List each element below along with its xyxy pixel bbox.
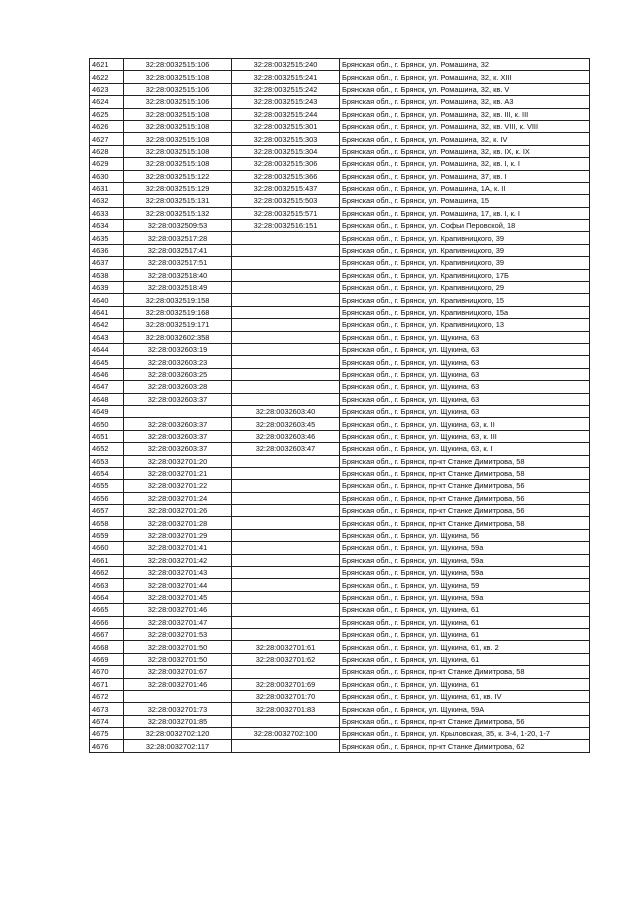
table-row [90,579,590,591]
address-cell: Брянская обл., г. Брянск, ул. Щукина, 61, кв. IV [340,690,590,702]
row-number-cell: 4655 [90,480,124,492]
address-cell: Брянская обл., г. Брянск, ул. Крыловская, 35, к. 3-4, 1-20, 1-7 [340,728,590,740]
row-number-cell: 4663 [90,579,124,591]
table-row [90,740,590,752]
address-cell: Брянская обл., г. Брянск, ул. Ромашина, 32, к. XIII [340,71,590,83]
cadastral-number-object-cell [232,244,340,256]
address-cell: Брянская обл., г. Брянск, ул. Ромашина, 32, кв. A3 [340,96,590,108]
cadastral-number-parcel-cell [124,405,232,417]
table-row [90,133,590,145]
cadastral-number-object-cell: 32:28:0032701:61 [232,641,340,653]
table-row [90,220,590,232]
address-cell: Брянская обл., г. Брянск, ул. Крапивницкого, 39 [340,257,590,269]
cadastral-number-object-cell [232,232,340,244]
cadastral-number-parcel-cell: 32:28:0032517:28 [124,232,232,244]
row-number-cell: 4661 [90,554,124,566]
cadastral-number-parcel-cell: 32:28:0032603:23 [124,356,232,368]
cadastral-number-parcel-cell: 32:28:0032701:41 [124,542,232,554]
table-row [90,690,590,702]
cadastral-number-object-cell [232,567,340,579]
cadastral-number-parcel-cell: 32:28:0032519:168 [124,306,232,318]
row-number-cell: 4632 [90,195,124,207]
table-row [90,257,590,269]
cadastral-number-parcel-cell: 32:28:0032515:108 [124,158,232,170]
cadastral-number-parcel-cell: 32:28:0032701:20 [124,455,232,467]
address-cell: Брянская обл., г. Брянск, ул. Щукина, 63 [340,331,590,343]
cadastral-number-object-cell: 32:28:0032701:69 [232,678,340,690]
cadastral-number-parcel-cell: 32:28:0032702:120 [124,728,232,740]
table-row [90,443,590,455]
address-cell: Брянская обл., г. Брянск, ул. Щукина, 63 [340,405,590,417]
table-row [90,567,590,579]
cadastral-number-object-cell [232,715,340,727]
table-row [90,554,590,566]
row-number-cell: 4639 [90,282,124,294]
row-number-cell: 4637 [90,257,124,269]
cadastral-number-parcel-cell: 32:28:0032515:108 [124,133,232,145]
row-number-cell: 4623 [90,83,124,95]
address-cell: Брянская обл., г. Брянск, ул. Щукина, 63 [340,368,590,380]
cadastral-number-parcel-cell: 32:28:0032701:85 [124,715,232,727]
address-cell: Брянская обл., г. Брянск, пр-кт Станке Димитрова, 56 [340,480,590,492]
cadastral-number-parcel-cell: 32:28:0032515:122 [124,170,232,182]
table-row [90,542,590,554]
address-cell: Брянская обл., г. Брянск, ул. Ромашина, 17, кв. I, к. I [340,207,590,219]
table-row [90,604,590,616]
row-number-cell: 4640 [90,294,124,306]
table-row [90,529,590,541]
address-cell: Брянская обл., г. Брянск, ул. Щукина, 61 [340,628,590,640]
cadastral-number-object-cell: 32:28:0032701:83 [232,703,340,715]
row-number-cell: 4651 [90,430,124,442]
table-row [90,728,590,740]
table-row [90,368,590,380]
table-row [90,356,590,368]
cadastral-number-parcel-cell: 32:28:0032515:108 [124,108,232,120]
cadastral-number-parcel-cell: 32:28:0032701:44 [124,579,232,591]
table-row [90,120,590,132]
row-number-cell: 4627 [90,133,124,145]
address-cell: Брянская обл., г. Брянск, ул. Щукина, 61 [340,678,590,690]
address-cell: Брянская обл., г. Брянск, пр-кт Станке Димитрова, 58 [340,666,590,678]
row-number-cell: 4643 [90,331,124,343]
row-number-cell: 4658 [90,517,124,529]
cadastral-number-object-cell: 32:28:0032515:303 [232,133,340,145]
cadastral-number-parcel-cell: 32:28:0032603:37 [124,418,232,430]
cadastral-number-parcel-cell: 32:28:0032515:108 [124,120,232,132]
row-number-cell: 4650 [90,418,124,430]
row-number-cell: 4665 [90,604,124,616]
cadastral-number-object-cell: 32:28:0032515:241 [232,71,340,83]
cadastral-number-object-cell: 32:28:0032515:242 [232,83,340,95]
address-cell: Брянская обл., г. Брянск, пр-кт Станке Димитрова, 58 [340,455,590,467]
table-row [90,232,590,244]
table-row [90,641,590,653]
cadastral-number-parcel-cell: 32:28:0032603:37 [124,443,232,455]
row-number-cell: 4649 [90,405,124,417]
cadastral-number-object-cell: 32:28:0032516:151 [232,220,340,232]
address-cell: Брянская обл., г. Брянск, ул. Ромашина, 32, к. IV [340,133,590,145]
cadastral-number-object-cell: 32:28:0032701:70 [232,690,340,702]
cadastral-number-object-cell: 32:28:0032603:45 [232,418,340,430]
cadastral-number-parcel-cell: 32:28:0032701:47 [124,616,232,628]
cadastral-number-object-cell: 32:28:0032515:503 [232,195,340,207]
table-row [90,653,590,665]
table-row [90,505,590,517]
cadastral-number-object-cell [232,282,340,294]
address-cell: Брянская обл., г. Брянск, пр-кт Станке Димитрова, 62 [340,740,590,752]
address-cell: Брянская обл., г. Брянск, ул. Щукина, 61 [340,616,590,628]
address-cell: Брянская обл., г. Брянск, ул. Ромашина, 32, кв. III, к. III [340,108,590,120]
cadastral-number-object-cell [232,480,340,492]
row-number-cell: 4628 [90,145,124,157]
row-number-cell: 4631 [90,182,124,194]
row-number-cell: 4667 [90,628,124,640]
row-number-cell: 4656 [90,492,124,504]
table-row [90,244,590,256]
address-cell: Брянская обл., г. Брянск, ул. Щукина, 63 [340,356,590,368]
address-cell: Брянская обл., г. Брянск, ул. Крапивницкого, 39 [340,232,590,244]
cadastral-number-parcel-cell: 32:28:0032701:43 [124,567,232,579]
cadastral-number-object-cell [232,542,340,554]
address-cell: Брянская обл., г. Брянск, ул. Ромашина, 32, кв. VIII, к. VIII [340,120,590,132]
address-cell: Брянская обл., г. Брянск, ул. Щукина, 63, к. I [340,443,590,455]
address-cell: Брянская обл., г. Брянск, ул. Щукина, 63 [340,343,590,355]
row-number-cell: 4641 [90,306,124,318]
address-cell: Брянская обл., г. Брянск, ул. Щукина, 63 [340,381,590,393]
table-row [90,492,590,504]
cadastral-number-parcel-cell: 32:28:0032509:53 [124,220,232,232]
address-cell: Брянская обл., г. Брянск, ул. Софьи Перовской, 18 [340,220,590,232]
row-number-cell: 4648 [90,393,124,405]
table-row [90,715,590,727]
cadastral-number-object-cell [232,628,340,640]
cadastral-number-parcel-cell: 32:28:0032701:73 [124,703,232,715]
table-row [90,418,590,430]
row-number-cell: 4657 [90,505,124,517]
cadastral-number-object-cell: 32:28:0032701:62 [232,653,340,665]
table-row [90,628,590,640]
address-cell: Брянская обл., г. Брянск, ул. Щукина, 61 [340,653,590,665]
row-number-cell: 4624 [90,96,124,108]
cadastral-number-parcel-cell: 32:28:0032701:46 [124,678,232,690]
cadastral-number-object-cell [232,356,340,368]
address-cell: Брянская обл., г. Брянск, пр-кт Станке Димитрова, 58 [340,467,590,479]
cadastral-number-object-cell: 32:28:0032603:46 [232,430,340,442]
cadastral-number-parcel-cell: 32:28:0032701:28 [124,517,232,529]
row-number-cell: 4629 [90,158,124,170]
address-cell: Брянская обл., г. Брянск, пр-кт Станке Димитрова, 56 [340,715,590,727]
row-number-cell: 4630 [90,170,124,182]
table-row [90,343,590,355]
table-row [90,678,590,690]
row-number-cell: 4664 [90,591,124,603]
cadastral-number-object-cell [232,666,340,678]
cadastral-number-parcel-cell: 32:28:0032518:49 [124,282,232,294]
cadastral-number-object-cell: 32:28:0032515:304 [232,145,340,157]
address-cell: Брянская обл., г. Брянск, ул. Крапивницкого, 39 [340,244,590,256]
table-row [90,666,590,678]
table-row [90,319,590,331]
table-row [90,517,590,529]
cadastral-number-object-cell: 32:28:0032515:366 [232,170,340,182]
cadastral-number-object-cell [232,331,340,343]
cadastral-number-object-cell [232,591,340,603]
cadastral-number-object-cell [232,740,340,752]
cadastral-number-parcel-cell: 32:28:0032602:358 [124,331,232,343]
row-number-cell: 4660 [90,542,124,554]
cadastral-number-parcel-cell: 32:28:0032515:129 [124,182,232,194]
cadastral-number-object-cell [232,343,340,355]
address-cell: Брянская обл., г. Брянск, пр-кт Станке Димитрова, 58 [340,517,590,529]
row-number-cell: 4673 [90,703,124,715]
cadastral-number-parcel-cell: 32:28:0032701:26 [124,505,232,517]
address-cell: Брянская обл., г. Брянск, ул. Щукина, 59А [340,703,590,715]
cadastral-number-parcel-cell: 32:28:0032701:46 [124,604,232,616]
cadastral-number-parcel-cell: 32:28:0032701:45 [124,591,232,603]
cadastral-number-object-cell [232,319,340,331]
address-cell: Брянская обл., г. Брянск, ул. Щукина, 59а [340,567,590,579]
cadastral-number-object-cell [232,554,340,566]
table-row [90,145,590,157]
cadastral-number-parcel-cell: 32:28:0032701:50 [124,653,232,665]
table-row [90,207,590,219]
cadastral-number-object-cell: 32:28:0032702:100 [232,728,340,740]
address-cell: Брянская обл., г. Брянск, ул. Крапивницкого, 15а [340,306,590,318]
cadastral-number-parcel-cell: 32:28:0032701:42 [124,554,232,566]
address-cell: Брянская обл., г. Брянск, ул. Щукина, 56 [340,529,590,541]
cadastral-number-object-cell: 32:28:0032515:306 [232,158,340,170]
cadastral-number-object-cell [232,257,340,269]
row-number-cell: 4634 [90,220,124,232]
cadastral-number-object-cell [232,492,340,504]
row-number-cell: 4646 [90,368,124,380]
table-row [90,170,590,182]
table-row [90,108,590,120]
cadastral-number-parcel-cell: 32:28:0032701:50 [124,641,232,653]
cadastral-number-object-cell: 32:28:0032515:437 [232,182,340,194]
row-number-cell: 4668 [90,641,124,653]
row-number-cell: 4626 [90,120,124,132]
row-number-cell: 4671 [90,678,124,690]
table-row [90,83,590,95]
cadastral-number-object-cell: 32:28:0032603:40 [232,405,340,417]
table-row [90,96,590,108]
table-row [90,405,590,417]
row-number-cell: 4675 [90,728,124,740]
row-number-cell: 4636 [90,244,124,256]
cadastral-number-parcel-cell: 32:28:0032701:24 [124,492,232,504]
cadastral-number-object-cell [232,467,340,479]
row-number-cell: 4625 [90,108,124,120]
cadastral-number-parcel-cell: 32:28:0032517:41 [124,244,232,256]
table-row [90,393,590,405]
cadastral-number-parcel-cell: 32:28:0032701:53 [124,628,232,640]
cadastral-number-parcel-cell: 32:28:0032702:117 [124,740,232,752]
table-row [90,306,590,318]
address-cell: Брянская обл., г. Брянск, ул. Ромашина, 32 [340,59,590,71]
registry-table [89,58,590,753]
row-number-cell: 4676 [90,740,124,752]
cadastral-number-object-cell: 32:28:0032515:301 [232,120,340,132]
cadastral-number-parcel-cell: 32:28:0032515:106 [124,83,232,95]
table-row [90,381,590,393]
cadastral-number-object-cell [232,579,340,591]
cadastral-number-parcel-cell: 32:28:0032515:131 [124,195,232,207]
address-cell: Брянская обл., г. Брянск, ул. Щукина, 61 [340,604,590,616]
address-cell: Брянская обл., г. Брянск, ул. Щукина, 63, к. II [340,418,590,430]
address-cell: Брянская обл., г. Брянск, ул. Крапивницкого, 15 [340,294,590,306]
table-row [90,455,590,467]
row-number-cell: 4670 [90,666,124,678]
cadastral-number-object-cell: 32:28:0032515:243 [232,96,340,108]
cadastral-number-object-cell [232,381,340,393]
cadastral-number-object-cell [232,517,340,529]
cadastral-number-parcel-cell: 32:28:0032515:106 [124,59,232,71]
cadastral-number-parcel-cell: 32:28:0032603:25 [124,368,232,380]
cadastral-number-object-cell [232,368,340,380]
table-row [90,616,590,628]
row-number-cell: 4647 [90,381,124,393]
address-cell: Брянская обл., г. Брянск, ул. Щукина, 59а [340,591,590,603]
row-number-cell: 4633 [90,207,124,219]
address-cell: Брянская обл., г. Брянск, ул. Крапивницкого, 29 [340,282,590,294]
address-cell: Брянская обл., г. Брянск, ул. Щукина, 59а [340,554,590,566]
table-row [90,195,590,207]
address-cell: Брянская обл., г. Брянск, ул. Ромашина, 1А, к. II [340,182,590,194]
cadastral-number-parcel-cell: 32:28:0032603:37 [124,430,232,442]
cadastral-number-parcel-cell: 32:28:0032515:108 [124,145,232,157]
address-cell: Брянская обл., г. Брянск, ул. Ромашина, 15 [340,195,590,207]
row-number-cell: 4642 [90,319,124,331]
table-row [90,59,590,71]
address-cell: Брянская обл., г. Брянск, пр-кт Станке Димитрова, 56 [340,492,590,504]
table-row [90,269,590,281]
row-number-cell: 4653 [90,455,124,467]
cadastral-number-object-cell [232,455,340,467]
table-row [90,331,590,343]
cadastral-number-parcel-cell: 32:28:0032519:158 [124,294,232,306]
address-cell: Брянская обл., г. Брянск, ул. Щукина, 59а [340,542,590,554]
table-row [90,467,590,479]
cadastral-number-object-cell [232,294,340,306]
address-cell: Брянская обл., г. Брянск, пр-кт Станке Димитрова, 56 [340,505,590,517]
cadastral-number-object-cell: 32:28:0032515:240 [232,59,340,71]
cadastral-number-parcel-cell: 32:28:0032515:108 [124,71,232,83]
row-number-cell: 4674 [90,715,124,727]
cadastral-number-parcel-cell: 32:28:0032701:21 [124,467,232,479]
cadastral-number-object-cell: 32:28:0032603:47 [232,443,340,455]
table-row [90,158,590,170]
address-cell: Брянская обл., г. Брянск, ул. Ромашина, 32, кв. IX, к. IX [340,145,590,157]
row-number-cell: 4635 [90,232,124,244]
cadastral-number-parcel-cell: 32:28:0032517:51 [124,257,232,269]
table-row [90,282,590,294]
row-number-cell: 4644 [90,343,124,355]
row-number-cell: 4638 [90,269,124,281]
cadastral-number-parcel-cell: 32:28:0032603:19 [124,343,232,355]
table-row [90,294,590,306]
address-cell: Брянская обл., г. Брянск, ул. Крапивницкого, 13 [340,319,590,331]
cadastral-number-object-cell: 32:28:0032515:571 [232,207,340,219]
row-number-cell: 4669 [90,653,124,665]
table-row [90,591,590,603]
row-number-cell: 4662 [90,567,124,579]
address-cell: Брянская обл., г. Брянск, ул. Щукина, 63 [340,393,590,405]
address-cell: Брянская обл., г. Брянск, ул. Ромашина, 37, кв. I [340,170,590,182]
cadastral-number-parcel-cell: 32:28:0032515:106 [124,96,232,108]
cadastral-number-parcel-cell: 32:28:0032519:171 [124,319,232,331]
address-cell: Брянская обл., г. Брянск, ул. Ромашина, 32, кв. V [340,83,590,95]
cadastral-number-parcel-cell: 32:28:0032518:40 [124,269,232,281]
row-number-cell: 4645 [90,356,124,368]
cadastral-number-object-cell [232,269,340,281]
row-number-cell: 4654 [90,467,124,479]
row-number-cell: 4622 [90,71,124,83]
table-row [90,703,590,715]
address-cell: Брянская обл., г. Брянск, ул. Щукина, 63, к. III [340,430,590,442]
row-number-cell: 4621 [90,59,124,71]
address-cell: Брянская обл., г. Брянск, ул. Ромашина, 32, кв. I, к. I [340,158,590,170]
table-row [90,430,590,442]
cadastral-number-parcel-cell: 32:28:0032603:28 [124,381,232,393]
cadastral-number-parcel-cell: 32:28:0032701:29 [124,529,232,541]
cadastral-number-object-cell [232,393,340,405]
cadastral-number-parcel-cell: 32:28:0032603:37 [124,393,232,405]
row-number-cell: 4672 [90,690,124,702]
table-row [90,71,590,83]
cadastral-number-parcel-cell: 32:28:0032701:67 [124,666,232,678]
row-number-cell: 4652 [90,443,124,455]
cadastral-number-object-cell [232,306,340,318]
address-cell: Брянская обл., г. Брянск, ул. Крапивницкого, 17Б [340,269,590,281]
table-row [90,480,590,492]
row-number-cell: 4659 [90,529,124,541]
registry-table-body [90,59,590,753]
table-row [90,182,590,194]
cadastral-number-object-cell [232,505,340,517]
cadastral-number-parcel-cell [124,690,232,702]
cadastral-number-object-cell [232,604,340,616]
row-number-cell: 4666 [90,616,124,628]
cadastral-number-parcel-cell: 32:28:0032515:132 [124,207,232,219]
address-cell: Брянская обл., г. Брянск, ул. Щукина, 59 [340,579,590,591]
cadastral-number-object-cell [232,529,340,541]
address-cell: Брянская обл., г. Брянск, ул. Щукина, 61, кв. 2 [340,641,590,653]
cadastral-number-parcel-cell: 32:28:0032701:22 [124,480,232,492]
cadastral-number-object-cell: 32:28:0032515:244 [232,108,340,120]
cadastral-number-object-cell [232,616,340,628]
